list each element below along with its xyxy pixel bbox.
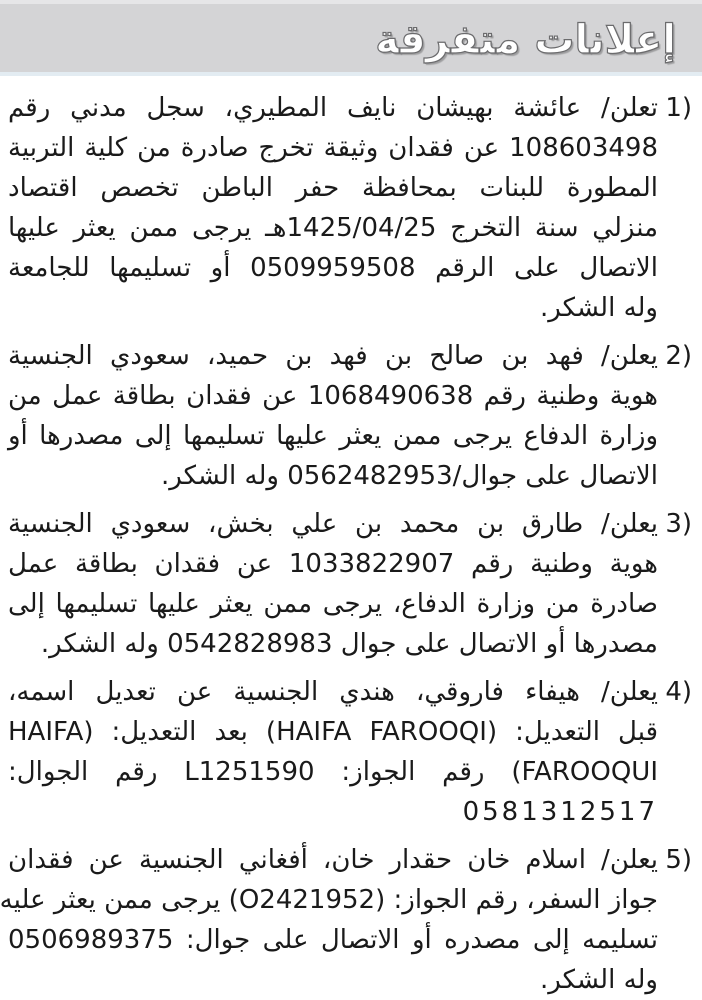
ad-line: هوية وطنية رقم 1068490638 عن فقدان بطاقة عمل من <box>8 381 659 411</box>
ad-line: يعلن/ اسلام خان حقدار خان، أفغاني الجنسية عن فقدان <box>8 845 658 875</box>
ad-number: 3) <box>665 509 692 539</box>
ad-text <box>8 336 658 496</box>
section-title: إعلانات متفرقة <box>375 17 676 63</box>
ad-line: يعلن/ هيفاء فاروقي، هندي الجنسية عن تعديل اسمه، <box>8 677 658 707</box>
classified-ad-5 <box>0 840 692 1000</box>
section-header <box>0 0 702 76</box>
ad-text <box>0 840 658 1000</box>
ad-line: الاتصال على الرقم 0509959508 أو تسليمها للجامعة <box>8 253 658 283</box>
ad-phone-line: 0581312517 <box>462 797 658 827</box>
ad-line: قبل التعديل: (HAIFA FAROOQI) بعد التعديل: (HAIFA <box>8 717 659 747</box>
ad-line: صادرة من وزارة الدفاع، يرجى ممن يعثر عليها تسليمها إلى <box>8 589 658 619</box>
ad-line: المطورة للبنات بمحافظة حفر الباطن تخصص اقتصاد <box>8 173 658 203</box>
classified-ad-3 <box>8 504 692 664</box>
ad-line: جواز السفر، رقم الجواز: (O2421952) يرجى ممن يعثر عليه <box>0 885 658 915</box>
ad-line: تعلن/ عائشة بهيشان نايف المطيري، سجل مدني رقم <box>8 93 658 123</box>
header-divider <box>0 72 702 76</box>
ad-line: يعلن/ طارق بن محمد بن علي بخش، سعودي الجنسية <box>8 509 658 539</box>
classified-ad-4 <box>8 672 692 832</box>
ad-number: 1) <box>665 93 692 123</box>
ad-number: 5) <box>665 845 692 875</box>
ad-line: FAROOQUI) رقم الجواز: L1251590 رقم الجوال: <box>8 757 658 787</box>
ad-line: مصدرها أو الاتصال على جوال 0542828983 وله الشكر. <box>40 629 658 659</box>
ad-number: 2) <box>665 341 692 371</box>
ad-line: وله الشكر. <box>540 965 658 995</box>
classified-ads-list <box>0 76 702 1000</box>
classified-ad-1 <box>8 88 692 328</box>
ad-line: وله الشكر. <box>540 293 658 323</box>
ad-line: وزارة الدفاع يرجى ممن يعثر عليها تسليمها إلى مصدرها أو <box>8 421 658 451</box>
ad-text <box>8 88 658 328</box>
ad-line: تسليمه إلى مصدره أو الاتصال على جوال: 0506989375 <box>8 925 658 955</box>
ad-line: هوية وطنية رقم 1033822907 عن فقدان بطاقة عمل <box>8 549 659 579</box>
ad-line: الاتصال على جوال/0562482953 وله الشكر. <box>160 461 658 491</box>
classified-ad-2 <box>8 336 692 496</box>
ad-number: 4) <box>665 677 692 707</box>
ad-text <box>8 504 658 664</box>
ad-text <box>8 672 658 832</box>
ad-line: منزلي سنة التخرج 1425/04/25هـ يرجى ممن يعثر عليها <box>8 213 659 243</box>
ad-line: 108603498 عن فقدان وثيقة تخرج صادرة من كلية التربية <box>8 133 658 163</box>
ad-line: يعلن/ فهد بن صالح بن فهد بن حميد، سعودي الجنسية <box>8 341 658 371</box>
